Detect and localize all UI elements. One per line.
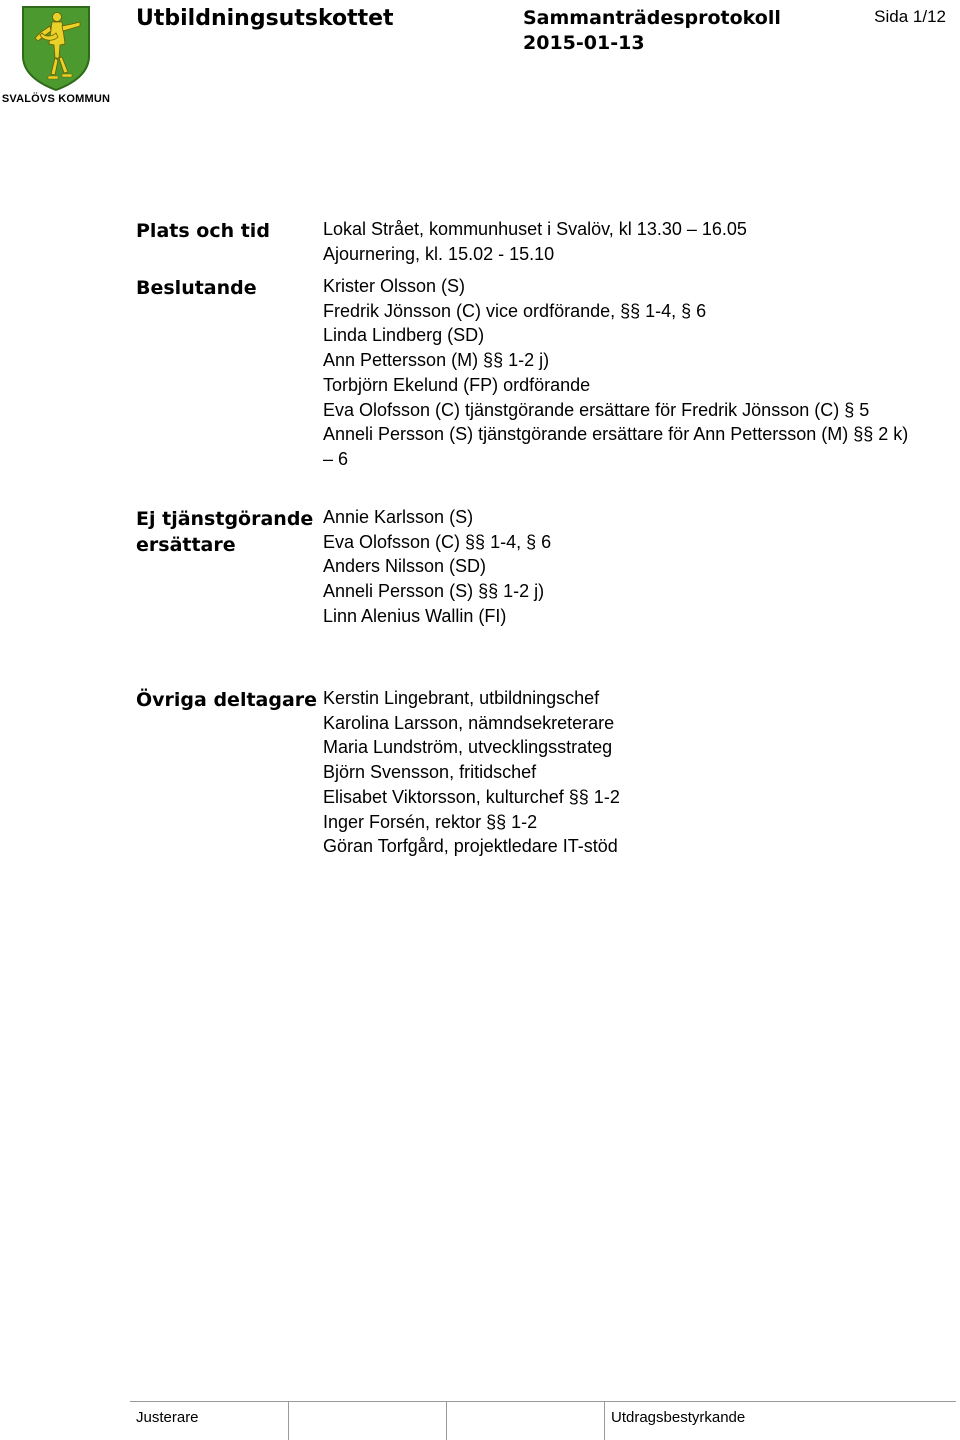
signature-cell: [288, 1402, 447, 1440]
content-line: Annie Karlsson (S): [323, 507, 474, 527]
content-line: Ajournering, kl. 15.02 - 15.10: [323, 243, 555, 264]
section-label: Övriga deltagare: [136, 689, 318, 711]
section-label-line: Ej tjänstgörande: [136, 508, 314, 530]
section-content: [323, 274, 953, 472]
content-line: Kerstin Lingebrant, utbildningschef: [323, 688, 600, 708]
document-type: Sammanträdesprotokoll: [523, 7, 781, 29]
content-line: Krister Olsson (S): [323, 276, 466, 296]
content-line: Eva Olofsson (C) tjänstgörande ersättare för Fredrik Jönsson (C) § 5: [323, 399, 870, 420]
content-line: Eva Olofsson (C) §§ 1-4, § 6: [323, 531, 552, 552]
content-line: Linn Alenius Wallin (FI): [323, 605, 507, 626]
content-line: Anders Nilsson (SD): [323, 556, 487, 577]
justerare-cell: [130, 1402, 288, 1440]
organization-title: Utbildningsutskottet: [136, 6, 394, 31]
content-line: Lokal Strået, kommunhuset i Svalöv, kl 13.30 – 16.05: [323, 219, 747, 239]
signature-footer: [130, 1401, 956, 1440]
utdragsbestyrkande-label: Utdragsbestyrkande: [611, 1409, 746, 1426]
content-line: Linda Lindberg (SD): [323, 325, 485, 346]
content-line: Björn Svensson, fritidschef: [323, 762, 537, 783]
document-date: 2015-01-13: [523, 32, 645, 54]
section-label: Beslutande: [136, 277, 257, 299]
content-line: Göran Torfgård, projektledare IT-stöd: [323, 836, 618, 857]
content-line: – 6: [323, 448, 349, 469]
content-line: Ann Pettersson (M) §§ 1-2 j): [323, 350, 550, 371]
section-label: [136, 506, 320, 558]
content-line: Anneli Persson (S) §§ 1-2 j): [323, 581, 545, 602]
page-number: Sida 1/12: [874, 7, 946, 26]
section-content: [323, 217, 953, 266]
content-line: Karolina Larsson, nämndsekreterare: [323, 712, 615, 733]
justerare-label: Justerare: [136, 1409, 199, 1426]
section-content: [323, 505, 953, 629]
signature-cell: [446, 1402, 605, 1440]
content-line: Inger Forsén, rektor §§ 1-2: [323, 811, 538, 832]
content-line: Torbjörn Ekelund (FP) ordförande: [323, 374, 591, 395]
municipality-logo: [0, 4, 112, 105]
content-line: Maria Lundström, utvecklingsstrateg: [323, 737, 613, 758]
utdragsbestyrkande-cell: [604, 1402, 957, 1440]
content-line: Anneli Persson (S) tjänstgörande ersättare för Ann Pettersson (M) §§ 2 k): [323, 424, 909, 445]
content-line: Elisabet Viktorsson, kulturchef §§ 1-2: [323, 786, 620, 807]
coat-of-arms-icon: [20, 4, 92, 92]
content-line: Fredrik Jönsson (C) vice ordförande, §§ 1-4, § 6: [323, 300, 707, 321]
section-label: Plats och tid: [136, 220, 270, 242]
section-content: [323, 686, 953, 859]
logo-text: SVALÖVS KOMMUN: [1, 93, 111, 105]
section-label-line: ersättare: [136, 534, 236, 556]
